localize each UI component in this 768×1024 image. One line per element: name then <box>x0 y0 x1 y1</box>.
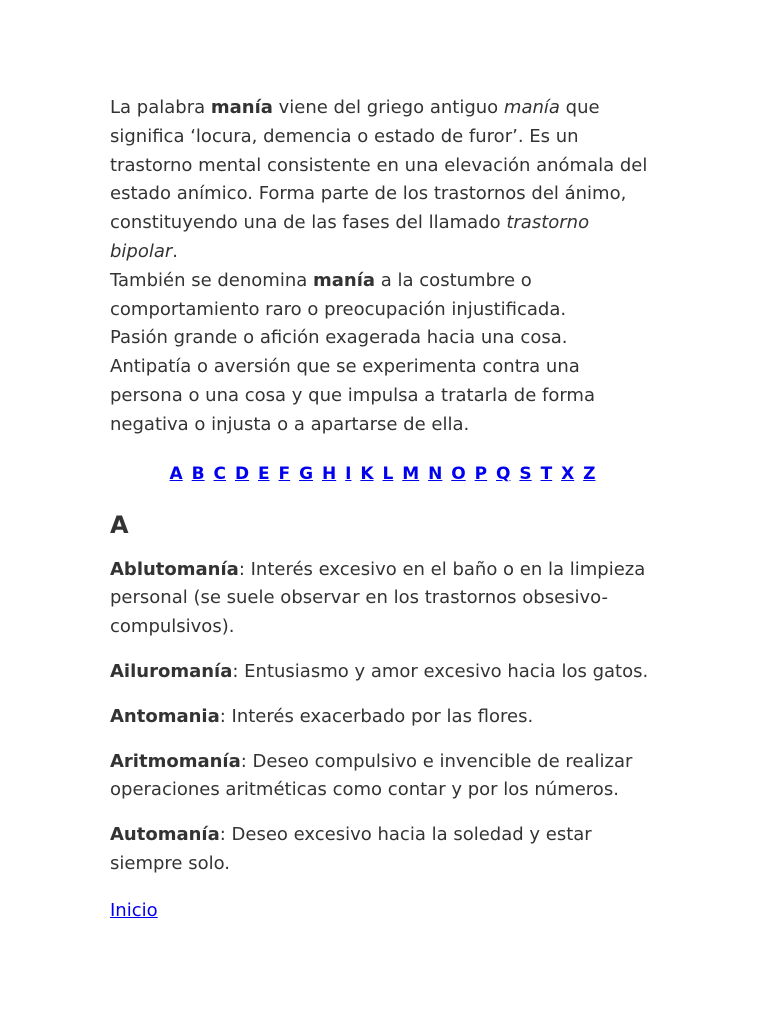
alphabet-index <box>110 462 655 486</box>
intro-paragraph-1 <box>110 94 655 267</box>
entry-definition: : Deseo excesivo hacia la soledad y estar siempre solo. <box>110 824 592 874</box>
document-content <box>110 94 655 926</box>
letter-link-x[interactable]: X <box>561 463 575 484</box>
letter-link-f[interactable]: F <box>278 463 291 484</box>
entry-term: Automanía <box>110 824 220 846</box>
entry-definition: : Interés excesivo en el baño o en la limpieza personal (se suele observar en los trastornos obsesivo-compulsivos). <box>110 558 646 638</box>
letter-link-z[interactable]: Z <box>583 463 596 484</box>
letter-link-q[interactable]: Q <box>496 463 511 484</box>
letter-link-m[interactable]: M <box>402 463 420 484</box>
letter-link-s[interactable]: S <box>519 463 532 484</box>
intro-paragraph-4: Antipatía o aversión que se experimenta contra una persona o una cosa y que impulsa a tratarla de forma negativa o injusta o a apartarse de ella. <box>110 356 595 435</box>
letter-link-i[interactable]: I <box>345 463 352 484</box>
letter-link-b[interactable]: B <box>191 463 205 484</box>
intro-bold-term: manía <box>210 97 273 118</box>
glossary-entry <box>110 821 655 879</box>
intro-text: . <box>172 240 179 262</box>
letter-link-o[interactable]: O <box>451 463 466 484</box>
glossary-entry <box>110 658 655 687</box>
glossary-entry <box>110 703 655 732</box>
letter-link-d[interactable]: D <box>234 463 250 484</box>
intro-text: viene del griego antiguo <box>272 97 504 118</box>
intro-text: También se denomina <box>110 269 314 291</box>
inicio-link[interactable]: Inicio <box>110 899 158 921</box>
intro-text: que significa ‘locura, demencia o estado de furor’. Es un trastorno mental consistente en una elevación anómala del estado anímico. Forma parte de los trastornos del ánimo, constituyendo una de las fases del llamado <box>110 97 648 234</box>
entry-term: Aritmomanía <box>110 750 241 772</box>
intro-text: La palabra <box>110 97 211 118</box>
footer-nav <box>110 897 655 926</box>
letter-link-h[interactable]: H <box>321 463 337 484</box>
letter-link-c[interactable]: C <box>213 463 227 484</box>
letter-link-k[interactable]: K <box>360 463 374 484</box>
intro-section <box>110 94 655 440</box>
intro-paragraph-2 <box>110 267 655 325</box>
glossary-entry <box>110 556 655 642</box>
intro-text: a la costumbre o comportamiento raro o preocupación injustificada. <box>110 269 567 320</box>
letter-link-e[interactable]: E <box>257 463 270 484</box>
entry-term: Ailuromanía <box>110 660 233 682</box>
entry-term: Antomania <box>110 705 220 727</box>
letter-link-a[interactable]: A <box>169 463 183 484</box>
letter-link-t[interactable]: T <box>540 463 553 484</box>
intro-italic-term: manía <box>503 97 560 118</box>
letter-link-p[interactable]: P <box>474 463 488 484</box>
section-heading: A <box>110 510 129 539</box>
intro-italic-term: trastorno bipolar <box>110 212 590 262</box>
letter-link-g[interactable]: G <box>299 463 314 484</box>
intro-bold-term: manía <box>313 269 376 291</box>
intro-paragraph-3: Pasión grande o afición exagerada hacia una cosa. <box>110 327 568 349</box>
entry-definition: : Deseo compulsivo e invencible de realizar operaciones aritméticas como contar y por los números. <box>110 750 633 801</box>
entry-definition: : Interés exacerbado por las flores. <box>219 705 534 727</box>
letter-link-l[interactable]: L <box>382 463 394 484</box>
entry-definition: : Entusiasmo y amor excesivo hacia los gatos. <box>232 660 649 682</box>
entry-term: Ablutomanía <box>110 558 239 580</box>
letter-link-n[interactable]: N <box>428 463 443 484</box>
glossary-entry <box>110 748 655 806</box>
